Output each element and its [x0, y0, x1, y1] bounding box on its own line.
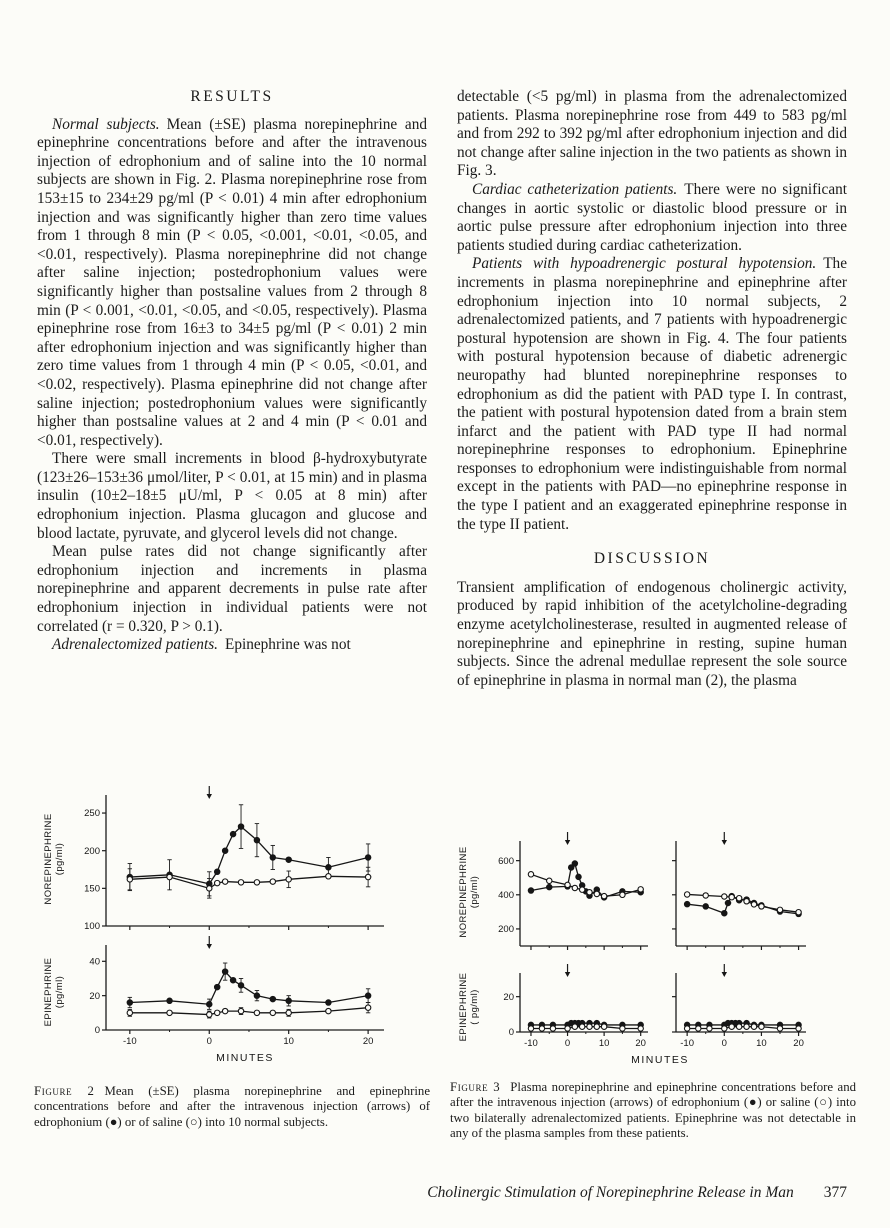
y-axis-label-line1: EPINEPHRINE — [43, 957, 54, 1027]
paragraph-cardiac-catheterization — [457, 181, 847, 255]
svg-text:20: 20 — [793, 1038, 804, 1049]
page-footer — [37, 1184, 847, 1202]
y-axis-label-line2: (pg/ml) — [469, 875, 480, 909]
figure3-epinephrine-row — [450, 962, 856, 1052]
figure2-caption — [34, 1084, 430, 1130]
svg-text:0: 0 — [508, 1027, 514, 1039]
figure2-epinephrine-row — [34, 934, 430, 1050]
y-axis-label — [43, 813, 65, 904]
svg-text:400: 400 — [498, 889, 514, 901]
svg-text:20: 20 — [362, 1036, 374, 1047]
paragraph-detectable-continuation — [457, 88, 847, 181]
paragraph-text: Transient amplification of endogenous cholinergic activity, produced by rapid inhibition of the acetylcholine-degrading enzyme acetylcholinesterase, resulted in augmented release of norepinephrine and epinephrine in resting, supine human subjects. Since the adrenal medullae represent the sole source of epinephrine in plasma in normal man (2), the plasma — [457, 578, 847, 689]
x-axis-label-minutes: MINUTES — [216, 1052, 274, 1064]
paragraph-text: detectable (<5 pg/ml) in plasma from the adrenalectomized patients. Plasma norepinephrine rose from 449 to 583 pg/ml and from 292 to 392 pg/ml after edrophonium injection and did not change after saline injection in the two patients as shown in Fig. 3. — [457, 88, 847, 180]
fig3-norepinephrine-patient2-chart — [666, 830, 814, 954]
paragraph-adrenalectomized — [37, 636, 427, 655]
y-axis-label — [458, 846, 480, 937]
y-axis-label-line1: NOREPINEPHRINE — [458, 846, 469, 938]
figure-3 — [450, 830, 856, 1142]
figure2-caption-text: Mean (±SE) plasma norepinephrine and epinephrine concentrations before and after the intravenous injection (arrows) of edrophonium (●) or of saline (○) into 10 normal subjects. — [34, 1084, 430, 1129]
y-axis-label-line2: ( pg/ml) — [469, 989, 480, 1025]
svg-text:150: 150 — [84, 883, 100, 895]
paragraph-postural-hypotension — [457, 255, 847, 534]
paragraph-pulse-rates — [37, 543, 427, 636]
svg-text:0: 0 — [94, 1025, 100, 1037]
running-title: Cholinergic Stimulation of Norepinephrine Release in Man — [427, 1184, 794, 1201]
svg-text:40: 40 — [89, 956, 100, 968]
svg-text:0: 0 — [206, 1036, 212, 1047]
paragraph-lead: Normal subjects. — [52, 115, 160, 133]
paragraph-text: Mean (±SE) plasma norepinephrine and epinephrine concentrations before and after the intravenous injection of edrophonium and of saline into the 10 normal subjects are shown in Fig. 2. Plasma norepinephrine rose from 153±15 to 234±29 pg/ml (P < 0.01) 4 min after edrophonium injection and was significantly higher than zero time values from 1 through 8 min (P < 0.05, <0.001, <0.01, <0.05, and <0.01, respectively). Plasma norepinephrine did not change after saline injection; postedrophonium values were significantly higher than postsaline values from 2 through 8 min (P < 0.001, <0.01, <0.05, and <0.05, respectively). Plasma epinephrine rose from 16±3 to 34±5 pg/ml (P < 0.01) 2 min after edrophonium injection and was significantly higher than zero time values from 1 through 4 min (P < 0.05, <0.01, and <0.02, respectively). Plasma epinephrine did not change after saline injection; postedrophonium values were significantly higher than postsaline values at 2 and 4 min (P < 0.01 and <0.01, respectively). — [37, 115, 427, 449]
paragraph-text: Epinephrine was not — [224, 636, 351, 654]
svg-text:250: 250 — [84, 808, 100, 820]
paragraph-text: There were small increments in blood β-hydroxybutyrate (123±26–153±36 μmol/liter, P < 0.01, at 15 min) and in plasma insulin (10±2–18±5 μU/ml, P < 0.05 at 8 min) after edrophonium injection. Plasma glucagon and glucose and blood lactate, pyruvate, and glycerol levels did not change. — [37, 450, 427, 542]
paragraph-lead: Adrenalectomized patients. — [52, 636, 218, 654]
svg-text:20: 20 — [635, 1038, 646, 1049]
fig2-norepinephrine-chart — [74, 784, 392, 934]
paragraph-lead: Cardiac catheterization patients. — [472, 180, 678, 198]
right-column — [457, 88, 847, 690]
fig3-norepinephrine-patient1-chart — [488, 830, 656, 954]
left-column — [37, 88, 427, 655]
svg-text:100: 100 — [84, 921, 100, 933]
y-axis-label — [458, 973, 480, 1042]
discussion-heading: DISCUSSION — [593, 550, 711, 568]
fig3-epinephrine-patient1-chart — [488, 962, 656, 1052]
svg-text:-10: -10 — [122, 1036, 137, 1047]
figure2-caption-label: Figure 2 — [34, 1084, 95, 1098]
svg-text:0: 0 — [721, 1038, 727, 1049]
page-number: 377 — [823, 1184, 847, 1201]
figure3-caption-text: Plasma norepinephrine and epinephrine concentrations before and after the intravenous injection (arrows) of edrophonium (●) or saline (○) into two bilaterally adrenalectomized patients. Epinephrine was not detectable in any of the plasma samples from these patients. — [450, 1080, 857, 1141]
fig2-epinephrine-chart — [74, 934, 392, 1050]
figure2-norepinephrine-ylabel-box — [34, 784, 74, 934]
svg-text:10: 10 — [283, 1036, 294, 1047]
figure3-caption-label: Figure 3 — [450, 1080, 501, 1094]
y-axis-label-line1: EPINEPHRINE — [458, 972, 469, 1042]
svg-text:200: 200 — [84, 845, 100, 857]
figure-2 — [34, 784, 430, 1130]
svg-text:-10: -10 — [524, 1038, 538, 1049]
fig3-epinephrine-patient2-chart — [666, 962, 814, 1052]
figure3-norepinephrine-ylabel-box — [450, 830, 488, 954]
figure2-epinephrine-ylabel-box — [34, 934, 74, 1050]
figure3-row-gap — [450, 954, 856, 962]
svg-text:10: 10 — [756, 1038, 767, 1049]
svg-text:-10: -10 — [680, 1038, 695, 1049]
svg-text:0: 0 — [564, 1038, 571, 1049]
figure3-norepinephrine-row — [450, 830, 856, 954]
x-axis-label-minutes: MINUTES — [631, 1054, 689, 1066]
y-axis-label — [43, 958, 65, 1027]
svg-text:200: 200 — [498, 924, 514, 936]
paragraph-increments — [37, 450, 427, 543]
paragraph-discussion-opening — [457, 579, 847, 691]
y-axis-label-line2: (pg/ml) — [54, 975, 65, 1009]
svg-text:10: 10 — [598, 1038, 610, 1049]
y-axis-label-line2: (pg/ml) — [54, 842, 65, 876]
y-axis-label-line1: NOREPINEPHRINE — [43, 813, 54, 905]
svg-text:20: 20 — [89, 990, 100, 1002]
paragraph-lead: Patients with hypoadrenergic postural hypotension. — [472, 255, 817, 273]
figure2-norepinephrine-row — [34, 784, 430, 934]
svg-text:600: 600 — [498, 855, 514, 867]
paragraph-text: There were no significant changes in aortic systolic or diastolic blood pressure or in aortic pulse pressure after edrophonium injection into three patients studied during cardiac catheterization. — [457, 180, 848, 254]
paragraph-text: Mean pulse rates did not change significantly after edrophonium injection and increments in plasma norepinephrine and apparent decrements in pulse rate after edrophonium injection in individual patients were not correlated (r = 0.320, P > 0.1). — [37, 543, 427, 635]
svg-text:20: 20 — [503, 991, 514, 1003]
results-heading: RESULTS — [190, 88, 274, 105]
paragraph-normal-subjects — [37, 116, 427, 451]
figure3-epinephrine-ylabel-box — [450, 962, 488, 1052]
figure3-caption — [450, 1080, 856, 1142]
paragraph-text: The increments in plasma norepinephrine and epinephrine after edrophonium injection into 10 normal subjects, 2 adrenalectomized patients, and 7 patients with hypoadrenergic postural hypotension are shown in Fig. 4. The four patients with postural hypotension because of diabetic adrenergic neuropathy had blunted norepinephrine responses to edrophonium as did the patient with PAD type I. In contrast, the patient with postural hypotension dated from a brain stem infarct and the patient with PAD type II had normal norepinephrine responses to edrophonium. Epinephrine responses to edrophonium were indistinguishable from normal except in the patients with PAD—no epinephrine response in the type I patient and an exaggerated epinephrine response in the type II patient. — [457, 255, 847, 533]
